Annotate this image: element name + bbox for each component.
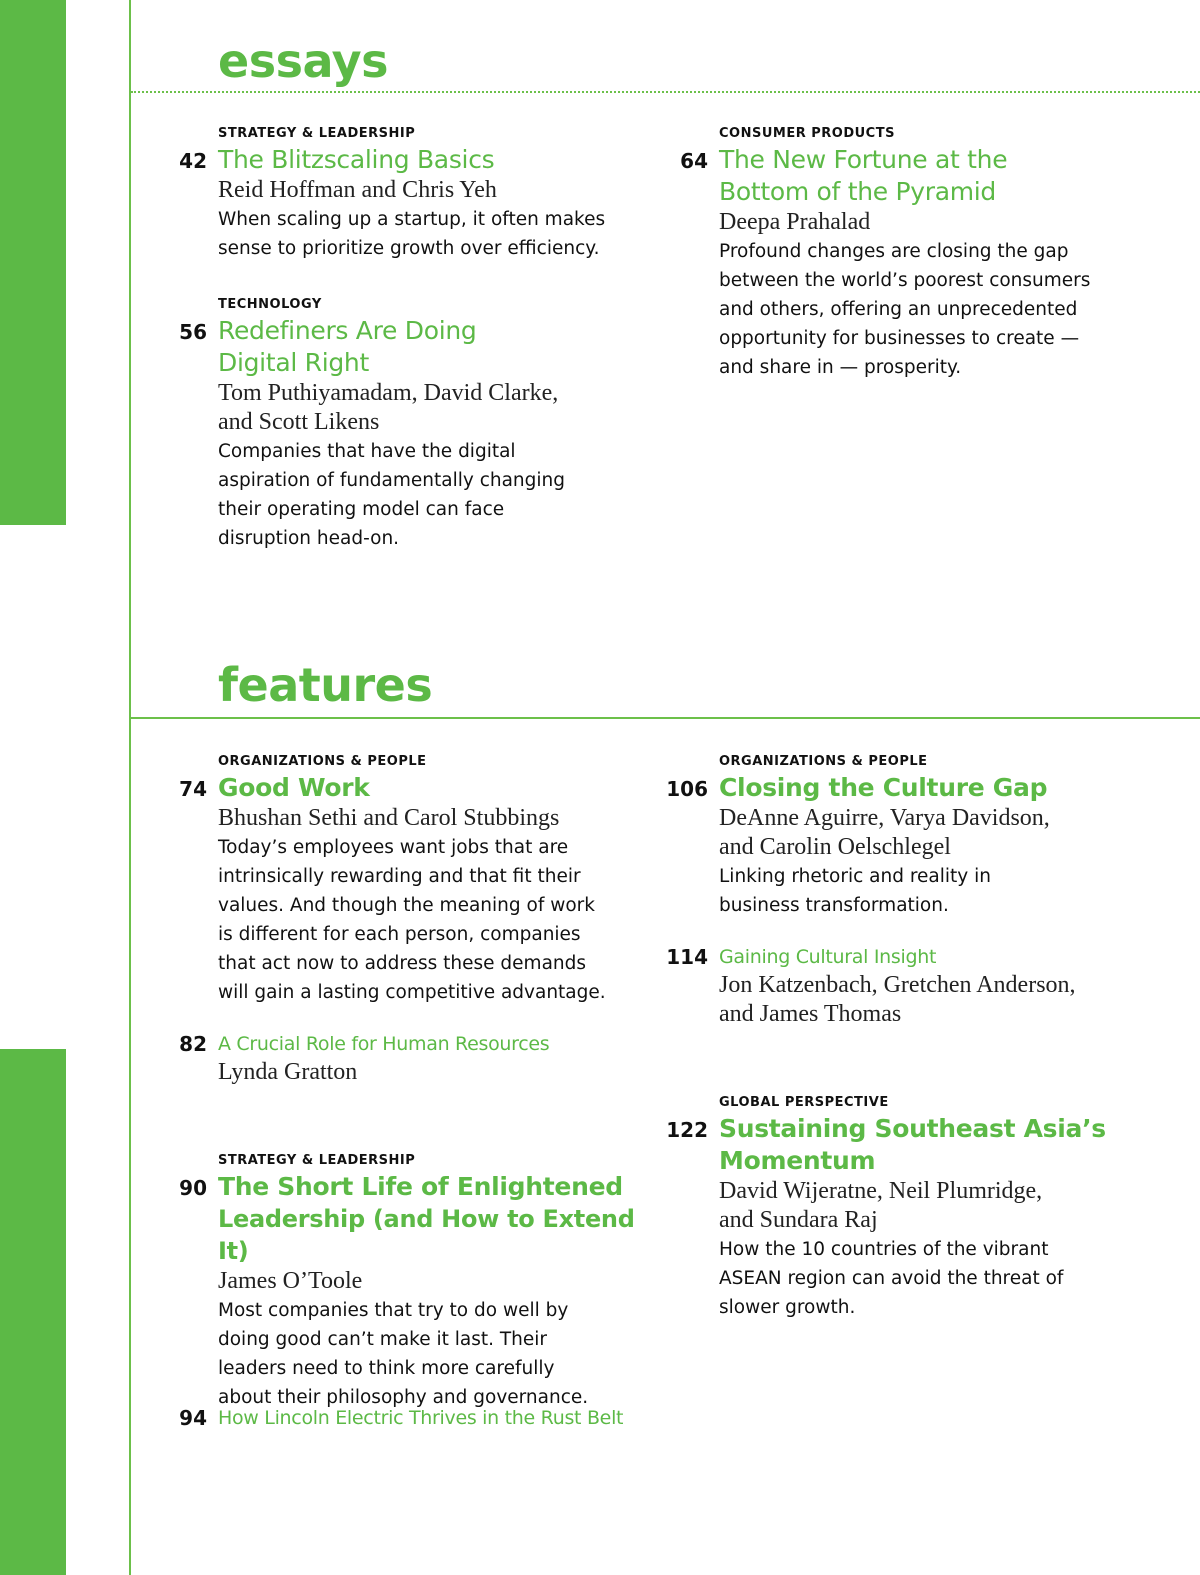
category-label: GLOBAL PERSPECTIVE <box>719 1095 889 1110</box>
article-title[interactable]: Digital Right <box>218 348 369 377</box>
page-number: 122 <box>666 1118 708 1142</box>
article-description: Linking rhetoric and reality in <box>719 866 991 887</box>
page-number: 90 <box>179 1176 207 1200</box>
article-description: and share in — prosperity. <box>719 357 962 378</box>
article-author: Lynda Gratton <box>218 1059 358 1085</box>
article-description: will gain a lasting competitive advantage. <box>218 982 606 1003</box>
features-heading: features <box>218 658 433 712</box>
article-description: opportunity for businesses to create — <box>719 328 1080 349</box>
article-author: Bhushan Sethi and Carol Stubbings <box>218 805 560 831</box>
category-label: TECHNOLOGY <box>218 297 322 312</box>
page-number: 56 <box>179 320 207 344</box>
article-title[interactable]: Closing the Culture Gap <box>719 773 1048 802</box>
article-author: Jon Katzenbach, Gretchen Anderson, <box>719 972 1076 998</box>
article-description: ASEAN region can avoid the threat of <box>719 1268 1064 1289</box>
article-author: and Scott Likens <box>218 409 380 435</box>
category-label: STRATEGY & LEADERSHIP <box>218 126 416 141</box>
article-description: aspiration of fundamentally changing <box>218 470 566 491</box>
article-title[interactable]: How Lincoln Electric Thrives in the Rust Belt <box>218 1407 624 1429</box>
article-author: and James Thomas <box>719 1001 902 1027</box>
article-description: leaders need to think more carefully <box>218 1358 555 1379</box>
features-divider <box>131 717 1200 719</box>
article-title[interactable]: The Short Life of Enlightened <box>218 1172 623 1201</box>
article-title[interactable]: The New Fortune at the <box>719 145 1008 174</box>
category-label: CONSUMER PRODUCTS <box>719 126 895 141</box>
essays-heading: essays <box>218 34 388 88</box>
article-description: between the world’s poorest consumers <box>719 270 1091 291</box>
article-description: Profound changes are closing the gap <box>719 241 1069 262</box>
article-description: about their philosophy and governance. <box>218 1387 589 1408</box>
article-author: David Wijeratne, Neil Plumridge, <box>719 1178 1043 1204</box>
article-author: and Sundara Raj <box>719 1207 878 1233</box>
page-number: 106 <box>666 777 708 801</box>
article-description: sense to prioritize growth over efficiency. <box>218 238 600 259</box>
category-label: STRATEGY & LEADERSHIP <box>218 1153 416 1168</box>
article-description: that act now to address these demands <box>218 953 587 974</box>
article-title[interactable]: Redefiners Are Doing <box>218 316 477 345</box>
article-title[interactable]: Sustaining Southeast Asia’s <box>719 1114 1106 1143</box>
article-description: intrinsically rewarding and that fit their <box>218 866 581 887</box>
page-number: 114 <box>666 945 708 969</box>
article-title[interactable]: A Crucial Role for Human Resources <box>218 1033 550 1055</box>
article-title[interactable]: Leadership (and How to Extend It) <box>218 1205 635 1265</box>
article-description: Today’s employees want jobs that are <box>218 837 569 858</box>
article-description: and others, offering an unprecedented <box>719 299 1078 320</box>
page-number: 42 <box>179 149 207 173</box>
article-author: Reid Hoffman and Chris Yeh <box>218 177 497 203</box>
article-description: How the 10 countries of the vibrant <box>719 1239 1049 1260</box>
article-title[interactable]: The Blitzscaling Basics <box>218 145 495 174</box>
article-author: and Carolin Oelschlegel <box>719 834 951 860</box>
article-description: When scaling up a startup, it often makes <box>218 209 606 230</box>
category-label: ORGANIZATIONS & PEOPLE <box>218 754 427 769</box>
article-description: slower growth. <box>719 1297 856 1318</box>
article-author: Tom Puthiyamadam, David Clarke, <box>218 380 559 406</box>
accent-bar-top <box>0 0 66 525</box>
article-author: DeAnne Aguirre, Varya Davidson, <box>719 805 1050 831</box>
article-description: values. And though the meaning of work <box>218 895 595 916</box>
article-author: Deepa Prahalad <box>719 209 871 235</box>
essays-divider <box>131 91 1200 93</box>
article-title[interactable]: Momentum <box>719 1146 876 1175</box>
vertical-rule <box>129 0 131 1575</box>
article-description: doing good can’t make it last. Their <box>218 1329 548 1350</box>
article-title[interactable]: Good Work <box>218 773 370 802</box>
article-description: Companies that have the digital <box>218 441 516 462</box>
article-title[interactable]: Bottom of the Pyramid <box>719 177 997 206</box>
article-description: their operating model can face <box>218 499 505 520</box>
article-description: Most companies that try to do well by <box>218 1300 569 1321</box>
article-description: business transformation. <box>719 895 949 916</box>
page-number: 82 <box>179 1032 207 1056</box>
article-description: is different for each person, companies <box>218 924 581 945</box>
article-author: James O’Toole <box>218 1268 363 1294</box>
page-number: 94 <box>179 1406 207 1430</box>
article-description: disruption head-on. <box>218 528 400 549</box>
category-label: ORGANIZATIONS & PEOPLE <box>719 754 928 769</box>
page-number: 74 <box>179 777 207 801</box>
page-number: 64 <box>680 149 708 173</box>
accent-bar-bottom <box>0 1049 66 1575</box>
article-title[interactable]: Gaining Cultural Insight <box>719 946 937 968</box>
